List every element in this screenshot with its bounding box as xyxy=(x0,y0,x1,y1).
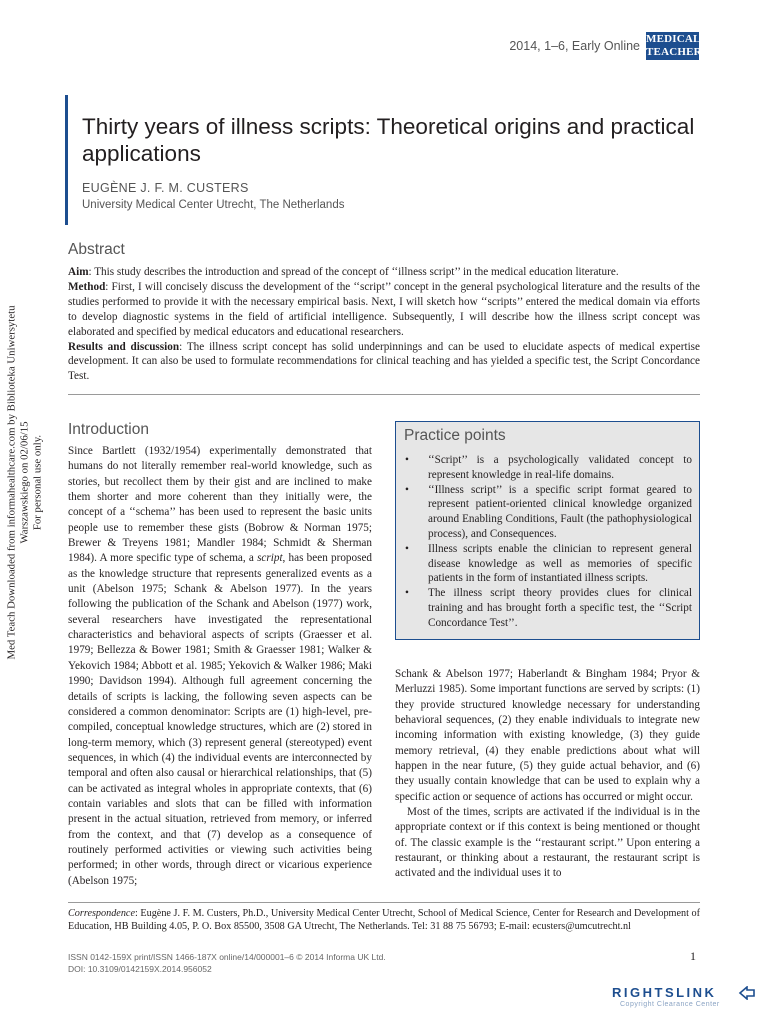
practice-point xyxy=(402,453,692,483)
right-column-paragraph-2: Most of the times, scripts are activated if the individual is in the appropriate context or if this context is being mentioned or thought of. The classic example is the ‘‘restaurant script.’’ Upon entering a restaurant, or thinking about a restaurant, the restaurant script is activated and the individual uses it to xyxy=(395,806,700,880)
bullet-icon: • xyxy=(405,542,409,555)
practice-point-text: The illness script theory provides clues for clinical training and has brought forth a specific test, the ‘‘Script Concordance Test’’. xyxy=(428,587,692,629)
article-title: Thirty years of illness scripts: Theoretical origins and practical applications xyxy=(82,114,695,166)
practice-points-list xyxy=(402,453,692,631)
rightslink-text: RIGHTSLINK xyxy=(612,985,717,1000)
correspondence-text: : Eugène J. F. M. Custers, Ph.D., University Medical Center Utrecht, School of Medical Science, Center for Research and Development of Education, HB Building 4.05, P. O. Box 85500, 3508 GA Utrecht, The Netherlands. Tel: 31 88 75 56793; E-mail: ecusters@umcutrecht.nl xyxy=(68,908,700,932)
introduction-italic-term: script xyxy=(257,552,283,565)
issue-info: 2014, 1–6, Early Online xyxy=(509,39,640,53)
correspondence-note xyxy=(68,907,700,933)
abstract-results-text: : The illness script concept has solid underpinnings and can be used to elucidate aspects of medical expertise development. It can also be used to formulate recommendations for clinical teaching and has yielded a specific test, the Script Concordance Test. xyxy=(68,340,700,383)
right-column-paragraph-1: Schank & Abelson 1977; Haberlandt & Bingham 1984; Pryor & Merluzzi 1985). Some important functions are served by scripts: (1) they provide structured knowledge necessary for understanding behavioral sequences, (2) they enable individuals to integrate new incoming information with existing knowledge, (3) they guide memory retrieval, (4) they enable predictions about what will happen in the near future, (5) they guide actual behavior, and (6) they usually contain knowledge that can be used to explain why a specific action or sequence of actions has occurred or might occur. xyxy=(395,668,700,803)
journal-logo[interactable] xyxy=(646,32,702,60)
bullet-icon: • xyxy=(405,587,409,600)
download-watermark-line2: For personal use only. xyxy=(31,434,44,531)
practice-point-text: Illness scripts enable the clinician to represent general disease knowledge as well as memories of specific patients in the form of instantiated illness scripts. xyxy=(428,542,692,585)
page-number: 1 xyxy=(690,949,696,963)
author-name: EUGÈNE J. F. M. CUSTERS xyxy=(82,181,249,195)
bullet-icon: • xyxy=(405,483,409,496)
journal-logo-line2: TEACHER xyxy=(646,46,702,58)
correspondence-label: Correspondence xyxy=(68,908,135,919)
practice-point xyxy=(402,586,692,630)
abstract-method xyxy=(68,280,700,340)
abstract-body xyxy=(68,265,700,384)
issn-line: ISSN 0142-159X print/ISSN 1466-187X online/14/000001–6 © 2014 Informa UK Ltd. xyxy=(68,952,386,962)
right-column-body xyxy=(395,667,700,882)
abstract-method-label: Method xyxy=(68,280,106,293)
rightslink-subtext: Copyright Clearance Center xyxy=(620,1001,720,1008)
practice-points-box xyxy=(395,421,700,640)
practice-point-text: ‘‘Script’’ is a psychologically validated concept to represent knowledge in real-life domains. xyxy=(428,454,692,481)
practice-point xyxy=(402,483,692,542)
abstract-aim-text: : This study describes the introduction and spread of the concept of ‘‘illness script’’ in the medical education literature. xyxy=(88,266,619,278)
journal-logo-line1: MEDICAL xyxy=(646,33,701,45)
introduction-text-2: , has been proposed as the knowledge structure that represents generalized events as a unit (Abelson 1975; Schank & Abelson 1977). In the years following the publication of the Schank and Abelson (1977) work, several researchers have investigated the representational characteristics and behavioral aspects of scripts (Graesser et al. 1979; Bellezza & Bower 1981; Smith & Graesser 1981; Walker & Yekovich 1984; Abbott et al. 1985; Yekovich & Walker 1986; Maki 1990; Davidson 1994). Although full agreement concerning the details of scripts is lacking, the following seven aspects can be considered a common denominator: Scripts are (1) high-level, pre-compiled, conceptual knowledge structures, which are (2) stored in long-term memory, which (3) represent general (stereotyped) event sequences, in which (4) the individual events are interconnected by temporal and often also causal or hierarchical relationships, that (5) can be activated as integral wholes in appropriate contexts, that (6) contain variables and slots that can be filled with information present in the actual situation, retrieved from memory, or inferred from the context, and that (7) develop as a consequence of routinely performed activities or viewing such activities being performed; in other words, through direct or vicarious experience (Abelson 1975; xyxy=(68,552,373,887)
abstract-results-label: Results and discussion xyxy=(68,340,180,353)
doi-link[interactable]: DOI: 10.3109/0142159X.2014.956052 xyxy=(68,964,212,974)
practice-point xyxy=(402,542,692,586)
abstract-aim-label: Aim xyxy=(68,266,89,278)
abstract-results xyxy=(68,340,700,385)
download-watermark xyxy=(6,273,45,693)
abstract-method-text: : First, I will concisely discuss the development of the ‘‘script’’ concept in the general psychological literature and the results of the studies performed to provide it with the necessary empirical basis. Next, I will sketch how ‘‘scripts’’ entered the medical domain via efforts to develop diagnostic systems in the field of artificial intelligence. Subsequently, I will describe how the illness script concept was elaborated and specified by medical educators and educational researchers. xyxy=(68,280,700,338)
practice-point-text: ‘‘Illness script’’ is a specific script format geared to represent patient-oriented clinical knowledge organized around Enabling Conditions, Fault (the pathophysiological process), and Consequences. xyxy=(428,483,692,540)
rightslink-logo[interactable] xyxy=(612,985,760,1013)
bullet-icon: • xyxy=(405,454,409,466)
introduction-paragraph xyxy=(68,444,372,889)
abstract-heading: Abstract xyxy=(68,241,125,258)
download-watermark-line1: Med Teach Downloaded from informahealthcare.com by Biblioteka Uniwersytetu Warszawskiego on 02/06/15 xyxy=(5,305,31,660)
author-affiliation: University Medical Center Utrecht, The Netherlands xyxy=(82,199,345,211)
introduction-heading: Introduction xyxy=(68,421,149,438)
practice-points-heading: Practice points xyxy=(404,427,506,444)
introduction-text-1: Since Bartlett (1932/1954) experimentally demonstrated that humans do not literally remember real-world knowledge, such as stories, but recollect them by their gist and are inclined to make them shorter and more coherent than they initially were, the concept of a ‘‘schema’’ has been used to represent the basic units people use to remember these gists (Bobrow & Norman 1975; Brewer & Treyens 1981; Mandler 1984; Schmidt & Sherman 1984). A more specific type of schema, a xyxy=(68,445,372,565)
abstract-aim xyxy=(68,265,700,280)
rightslink-arrow-icon xyxy=(738,986,756,1000)
divider xyxy=(68,394,700,395)
introduction-body xyxy=(68,444,372,889)
footer-divider xyxy=(68,902,700,903)
title-accent-bar xyxy=(65,95,68,225)
